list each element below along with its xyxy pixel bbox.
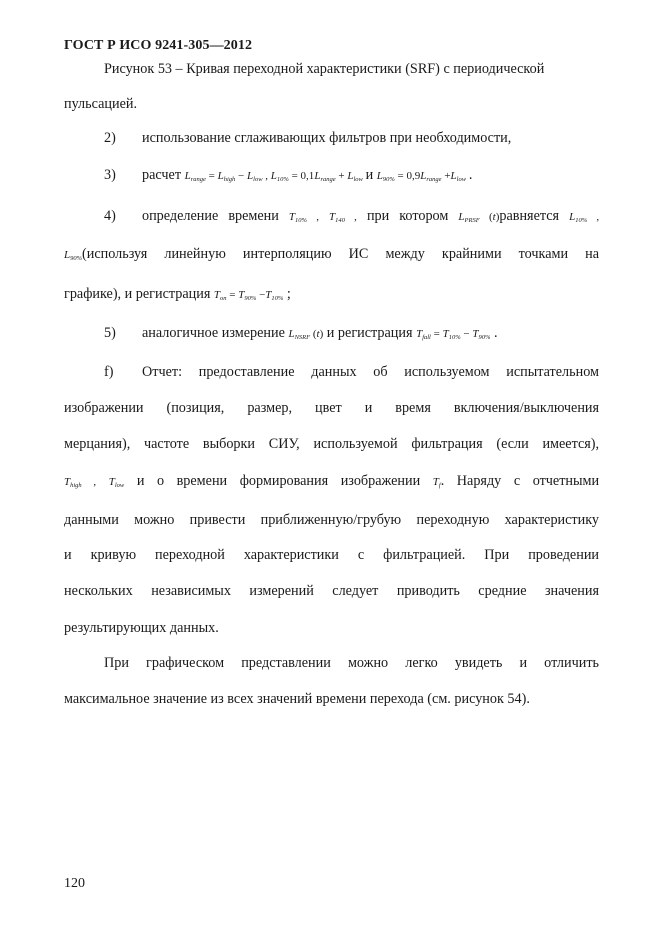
item-4-word: между — [385, 246, 425, 262]
report-word: с — [513, 473, 521, 489]
item-4-word: на — [585, 246, 600, 262]
closing-word: графическом — [146, 655, 225, 671]
item-3-line — [142, 166, 472, 189]
report-line-7 — [64, 582, 599, 600]
report-word: данных — [311, 364, 357, 380]
report-word: об — [373, 364, 388, 380]
report-word: СИУ, — [268, 436, 300, 452]
item-4-text: ; — [286, 286, 291, 302]
closing-word: легко — [405, 655, 438, 671]
item-5-number: 5) — [104, 325, 116, 341]
formula-t-f: $T_f$ — [432, 476, 441, 489]
report-word: (если — [496, 436, 529, 452]
report-word: (позиция, — [166, 400, 225, 416]
report-word: измерений — [249, 583, 314, 599]
item-4-word: интерполяцию — [242, 246, 332, 262]
item-3-end: . — [468, 167, 473, 183]
report-word: и — [364, 400, 373, 416]
closing-word: отличить — [544, 655, 599, 671]
item-4-word: времени — [228, 208, 279, 224]
formula-l-90b: $L_{90\%}$ — [64, 249, 83, 262]
formula-l-10b: $L_{10\%}$ , — [569, 211, 600, 224]
report-line-2 — [64, 399, 599, 417]
report-word: средние — [478, 583, 527, 599]
report-line-6 — [64, 546, 599, 564]
report-line-4 — [64, 472, 599, 495]
report-line-5 — [64, 511, 599, 529]
item-5-text: и регистрация — [326, 325, 413, 341]
closing-word: можно — [347, 655, 389, 671]
item-4-word: определение — [142, 208, 219, 224]
item-4-word: линейную — [164, 246, 226, 262]
closing-word: увидеть — [454, 655, 503, 671]
item-4-word: (используя — [82, 246, 148, 262]
report-word: изображении — [340, 473, 421, 489]
report-word: Отчет: — [142, 364, 183, 380]
item-4-line-2 — [64, 245, 599, 268]
report-word: независимых — [151, 583, 231, 599]
item-3-number: 3) — [104, 167, 116, 183]
figure-caption-line-1: Рисунок 53 – Кривая переходной характеристики (SRF) с периодической — [104, 61, 545, 77]
item-4-word: крайними — [441, 246, 502, 262]
formula-t-10: $T_{10\%}$ , — [288, 211, 319, 224]
report-word: используемом — [404, 364, 490, 380]
report-word: используемой — [313, 436, 398, 452]
report-word: выборки — [202, 436, 255, 452]
report-word: Наряду — [456, 473, 502, 489]
closing-word: представлении — [241, 655, 331, 671]
report-word: приближенную/грубую — [260, 512, 402, 528]
item-4-word: при — [366, 208, 390, 224]
item-5-text: . — [493, 325, 498, 341]
document-header: ГОСТ Р ИСО 9241-305—2012 — [64, 38, 253, 53]
report-word: значения — [544, 583, 600, 599]
report-word: размер, — [247, 400, 293, 416]
report-line-8: результирующих данных. — [64, 620, 219, 636]
item-3-and: и — [365, 167, 374, 183]
report-word: приводить — [396, 583, 460, 599]
report-word: При — [484, 547, 510, 563]
item-3-word: расчет — [142, 167, 182, 183]
report-word: и — [64, 547, 72, 563]
report-word: характеристики — [243, 547, 339, 563]
report-word: кривую — [90, 547, 137, 563]
item-4-line-1 — [142, 207, 599, 230]
report-word: формирования — [239, 473, 329, 489]
item-4-word: точками — [518, 246, 569, 262]
item-5-text: аналогичное измерение — [142, 325, 285, 341]
formula-l-prsf: $L_{PRSF}$ (t) — [458, 211, 500, 224]
report-word: мерцания), — [64, 436, 131, 452]
report-word: частоте — [143, 436, 190, 452]
report-word: с — [357, 547, 365, 563]
item-5-line — [142, 324, 497, 347]
closing-word: и — [519, 655, 528, 671]
report-line-1 — [142, 363, 599, 381]
item-4-number: 4) — [104, 208, 116, 224]
report-word: о — [156, 473, 165, 489]
page-number: 120 — [64, 876, 85, 891]
closing-word: При — [104, 655, 129, 671]
formula-t-fall: $T_{fall} = T_{10\%} - T_{90\%}$ — [416, 328, 491, 341]
item-2-text: использование сглаживающих фильтров при необходимости, — [142, 130, 512, 146]
item-4-word: ИС — [348, 246, 369, 262]
report-word: данными — [64, 512, 119, 528]
item-4-word: равняется — [499, 208, 560, 224]
formula-l-90: $L_{90\%} = 0,9L_{range} +L_{low}$ — [376, 170, 467, 183]
formula-t-on: $T_{on} = T_{90\%} -T_{10\%}$ — [213, 289, 284, 302]
report-word: переходную — [416, 512, 490, 528]
report-word: проведении — [528, 547, 600, 563]
item-4-line-3 — [64, 285, 599, 308]
report-word: изображении — [64, 400, 144, 416]
item-4-word: котором — [399, 208, 449, 224]
report-word: включения/выключения — [453, 400, 600, 416]
formula-l-nsrf: $L_{NSRF}$ (t) — [288, 328, 324, 341]
report-word: следует — [332, 583, 379, 599]
report-word: времени — [176, 473, 228, 489]
formula-l-10: $L_{10\%} = 0,1L_{range} + L_{low}$ — [270, 170, 363, 183]
report-word: можно — [134, 512, 175, 528]
report-word: имеется), — [542, 436, 600, 452]
item-4-text: графике), и регистрация — [64, 286, 211, 302]
report-word: цвет — [315, 400, 342, 416]
report-word: время — [395, 400, 431, 416]
formula-t-low: $T_{low}$ — [108, 476, 125, 489]
report-word: переходной — [155, 547, 225, 563]
report-word: привести — [189, 512, 246, 528]
report-number: f) — [104, 364, 114, 380]
report-word: испытательном — [506, 364, 599, 380]
item-2-number: 2) — [104, 130, 116, 146]
report-word: фильтрация — [411, 436, 483, 452]
formula-t-high: $T_{high}$ , — [64, 476, 97, 489]
report-line-3 — [64, 435, 599, 453]
formula-l-range: $L_{range} = L_{high} - L_{low}$ , — [184, 170, 269, 183]
report-word: фильтрацией. — [383, 547, 466, 563]
report-word: характеристику — [504, 512, 599, 528]
report-word: . — [440, 473, 445, 489]
report-word: нескольких — [64, 583, 133, 599]
report-word: предоставление — [198, 364, 295, 380]
report-word: отчетными — [532, 473, 600, 489]
closing-line-1 — [104, 654, 599, 672]
formula-t-140: $T_{140}$ , — [329, 211, 357, 224]
closing-line-2: максимальное значение из всех значений времени перехода (см. рисунок 54). — [64, 691, 530, 707]
report-word: и — [136, 473, 145, 489]
figure-caption-line-2: пульсацией. — [64, 96, 138, 112]
